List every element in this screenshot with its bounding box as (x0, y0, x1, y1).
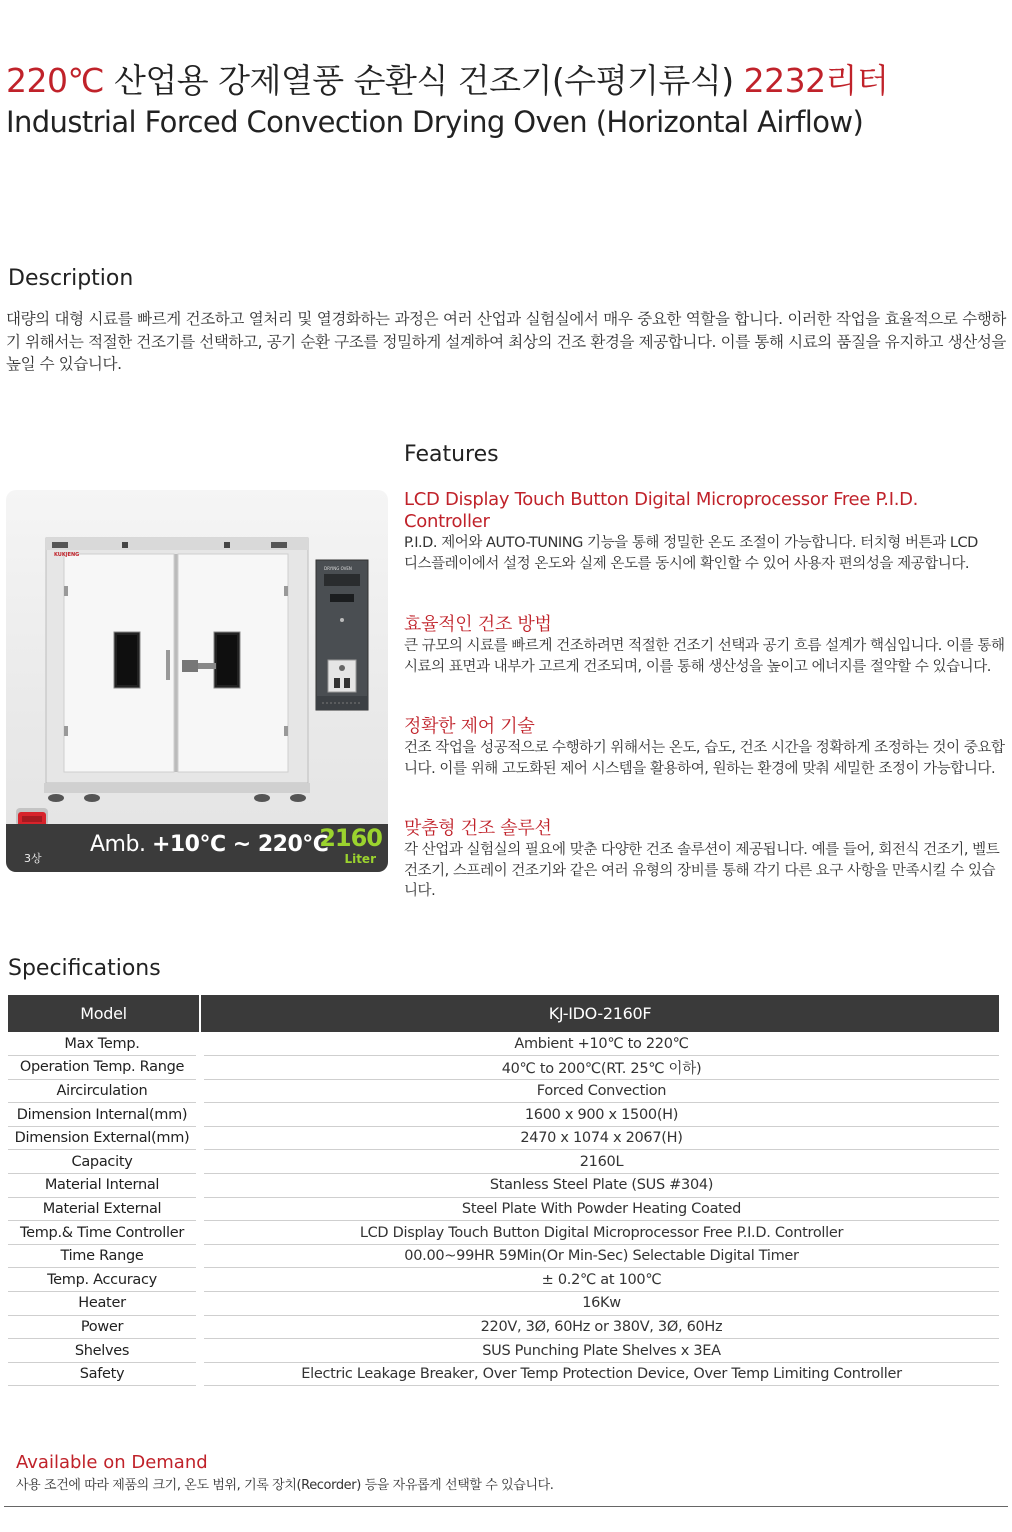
footer-divider (4, 1506, 1008, 1507)
features-heading: Features (404, 442, 499, 467)
brand-logo: KUKJENG (54, 552, 80, 558)
spec-value: Ambient +10℃ to 220℃ (200, 1032, 999, 1056)
table-row (8, 1244, 999, 1268)
spec-label: Aircirculation (8, 1079, 200, 1103)
spec-label: Dimension Internal(mm) (8, 1103, 200, 1127)
feature-title: LCD Display Touch Button Digital Microprocessor Free P.I.D. Controller (404, 489, 919, 532)
description-heading: Description (8, 266, 134, 291)
title-volume: 2232리터 (743, 61, 889, 100)
spec-label: Material Internal (8, 1174, 200, 1198)
table-row (8, 1150, 999, 1174)
oven-illustration (6, 490, 388, 824)
spec-value: SUS Punching Plate Shelves x 3EA (200, 1339, 999, 1363)
spec-value: 40℃ to 200℃(RT. 25℃ 이하) (200, 1056, 999, 1080)
spec-value: Forced Convection (200, 1079, 999, 1103)
spec-header-row (8, 995, 999, 1032)
spec-value: ± 0.2℃ at 100℃ (200, 1268, 999, 1292)
spec-label: Dimension External(mm) (8, 1126, 200, 1150)
ambient-value: +10℃ ~ 220℃ (151, 832, 329, 857)
feature-title: 맞춤형 건조 솔루션 (404, 818, 552, 839)
feature-title: 효율적인 건조 방법 (404, 614, 552, 635)
table-row (8, 1126, 999, 1150)
spec-label: Temp. Accuracy (8, 1268, 200, 1292)
panel-label: DRYING OVEN (324, 566, 352, 571)
spec-label: Operation Temp. Range (8, 1056, 200, 1080)
ambient-prefix: Amb. (90, 832, 152, 857)
feature-body: 건조 작업을 성공적으로 수행하기 위해서는 온도, 습도, 건조 시간을 정확하게 조정하는 것이 중요합니다. 이를 위해 고도화된 제어 시스템을 활용하여, 원하는 환경에 맞춰 세밀한 조정이 가능합니다. (404, 740, 1005, 777)
description-text: 대량의 대형 시료를 빠르게 건조하고 열처리 및 열경화하는 과정은 여러 산업과 실험실에서 매우 중요한 역할을 합니다. 이러한 작업을 효율적으로 수행하기 위해서는 적절한 건조기를 선택하고, 공기 순환 구조를 정밀하게 설계하여 최상의 건조 환경을 제공합니다. 이를 통해 시료의 품질을 유지하고 생산성을 높일 수 있습니다. (6, 310, 1006, 373)
table-row (8, 1197, 999, 1221)
feature-item-3 (404, 716, 1008, 779)
spec-label: Max Temp. (8, 1032, 200, 1056)
spec-value: Electric Leakage Breaker, Over Temp Protection Device, Over Temp Limiting Controller (200, 1362, 999, 1386)
feature-item-1 (404, 489, 1008, 574)
feature-item-2 (404, 614, 1008, 677)
page-title-english: Industrial Forced Convection Drying Oven (Horizontal Airflow) (6, 105, 864, 139)
title-temp: 220℃ (6, 61, 105, 100)
capacity-unit: Liter (344, 852, 376, 866)
feature-title: 정확한 제어 기술 (404, 716, 535, 737)
spec-label: Material External (8, 1197, 200, 1221)
feature-item-4 (404, 818, 1008, 902)
table-row (8, 1221, 999, 1245)
spec-value: 2160L (200, 1150, 999, 1174)
spec-value: 220V, 3Ø, 60Hz or 380V, 3Ø, 60Hz (200, 1315, 999, 1339)
table-row (8, 1032, 999, 1056)
available-heading: Available on Demand (16, 1452, 208, 1473)
feature-body: 큰 규모의 시료를 빠르게 건조하려면 적절한 건조기 선택과 공기 흐름 설계가 핵심입니다. 이를 통해 시료의 표면과 내부가 고르게 건조되며, 이를 통해 생산성을 높이고 에너지를 절약할 수 있습니다. (404, 638, 1005, 675)
title-main: 산업용 강제열풍 순환식 건조기(수평기류식) (104, 61, 744, 100)
spec-label: Temp.& Time Controller (8, 1221, 200, 1245)
table-row (8, 1174, 999, 1198)
spec-value: 2470 x 1074 x 2067(H) (200, 1126, 999, 1150)
spec-label: Safety (8, 1362, 200, 1386)
phase-label: 3상 (24, 852, 42, 865)
spec-header-value: KJ-IDO-2160F (200, 995, 999, 1032)
spec-value: 1600 x 900 x 1500(H) (200, 1103, 999, 1127)
spec-label: Power (8, 1315, 200, 1339)
spec-value: 00.00~99HR 59Min(Or Min-Sec) Selectable Digital Timer (200, 1244, 999, 1268)
table-row (8, 1056, 999, 1080)
spec-label: Shelves (8, 1339, 200, 1363)
page-title-korean (6, 60, 888, 102)
feature-body: P.I.D. 제어와 AUTO-TUNING 기능을 통해 정밀한 온도 조절이 가능합니다. 터치형 버튼과 LCD 디스플레이에서 설정 온도와 실제 온도를 동시에 확인할 수 있어 사용자 편의성을 제공합니다. (404, 535, 978, 572)
table-row (8, 1103, 999, 1127)
spec-value: LCD Display Touch Button Digital Microprocessor Free P.I.D. Controller (200, 1221, 999, 1245)
available-text: 사용 조건에 따라 제품의 크기, 온도 범위, 기록 장치(Recorder) 등을 자유롭게 선택할 수 있습니다. (16, 1478, 554, 1493)
specifications-heading: Specifications (8, 956, 161, 981)
spec-value: Stanless Steel Plate (SUS #304) (200, 1174, 999, 1198)
spec-label: Capacity (8, 1150, 200, 1174)
product-image-card (6, 490, 388, 872)
spec-label: Heater (8, 1292, 200, 1316)
spec-value: 16Kw (200, 1292, 999, 1316)
capacity-value: 2160 (319, 824, 382, 852)
spec-value: Steel Plate With Powder Heating Coated (200, 1197, 999, 1221)
ambient-range (90, 832, 328, 857)
spec-header-label: Model (8, 995, 200, 1032)
feature-body: 각 산업과 실험실의 필요에 맞춘 다양한 건조 솔루션이 제공됩니다. 예를 들어, 회전식 건조기, 벨트 건조기, 스프레이 건조기와 같은 여러 유형의 장비를 통해 각기 다른 요구 사항을 만족시킬 수 있습니다. (404, 842, 1000, 899)
spec-table (8, 995, 999, 1386)
table-row (8, 1339, 999, 1363)
table-row (8, 1362, 999, 1386)
table-row (8, 1268, 999, 1292)
spec-bar (6, 824, 388, 872)
table-row (8, 1315, 999, 1339)
spec-label: Time Range (8, 1244, 200, 1268)
table-row (8, 1292, 999, 1316)
table-row (8, 1079, 999, 1103)
